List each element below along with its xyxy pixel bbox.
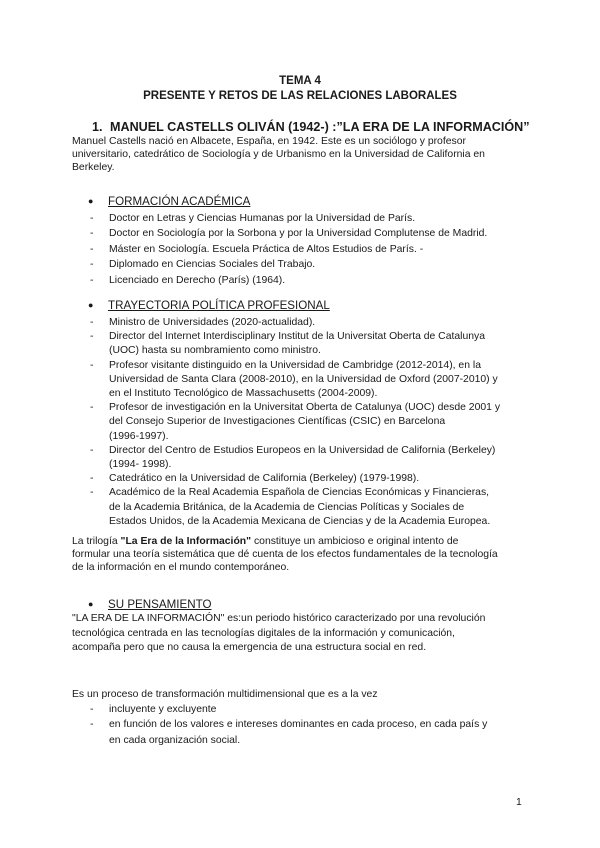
- list-item: - Profesor de investigación en la Universitat Oberta de Catalunya (UOC) desde 2001 y del Consejo Superior de Investigaciones Científicas (CSIC) en Barcelona (1996-1997).: [90, 402, 501, 442]
- bullet-icon: ●: [88, 599, 94, 609]
- topic-number: TEMA 4: [279, 75, 321, 87]
- list-item: - Licenciado en Derecho (París) (1964).: [90, 274, 286, 286]
- trayectoria-heading: [88, 298, 330, 313]
- trayectoria-list: [90, 316, 500, 529]
- list-item: - Ministro de Universidades (2020-actualidad).: [90, 317, 316, 328]
- trilogy-paragraph: [72, 535, 498, 575]
- list-item: - Director del Internet Interdisciplinary Institut de la Universitat Oberta de Catalunya (UOC) hasta su nombramiento como ministro.: [90, 331, 485, 357]
- trilogy-line: de la información en el mundo contemporáneo.: [72, 562, 290, 574]
- intro-line: universitario, catedrático de Sociología y de Urbanismo en la Universidad de California en: [72, 149, 485, 161]
- section-heading-text: MANUEL CASTELLS OLIVÁN (1942-) :”LA ERA DE LA INFORMACIÓN”: [110, 120, 530, 134]
- list-item: - Doctor en Letras y Ciencias Humanas por la Universidad de París.: [90, 213, 416, 224]
- formacion-heading: [88, 194, 250, 209]
- process-intro: Es un proceso de transformación multidimensional que es a la vez: [72, 689, 378, 700]
- list-item: - Director del Centro de Estudios Europeos en la Universidad de California (Berkeley) (1994- 1998).: [90, 444, 496, 471]
- intro-line: Berkeley.: [72, 162, 115, 174]
- list-item: - incluyente y excluyente: [90, 704, 217, 715]
- process-list: [90, 702, 487, 748]
- list-item: - Profesor visitante distinguido en la Universidad de Cambridge (2012-2014), en la Universidad de Santa Clara (2008-2010), en la Universidad de Oxford (2007-2010) y en el Instituto Tecnológico de Massachusetts (2004-2009).: [90, 359, 498, 400]
- formacion-list: [90, 211, 487, 288]
- trayectoria-label: TRAYECTORIA POLÍTICA PROFESIONAL: [108, 299, 330, 312]
- list-item: - Académico de la Real Academia Española de Ciencias Económicas y Financieras, de la Academia Británica, de la Academia de Ciencias Políticas y Sociales de Estados Unidos, de la Academia Mexicana de Ciencias y de la Academia Europea.: [90, 487, 491, 527]
- pensamiento-line: tecnológica centrada en las tecnologías digitales de la información y comunicación,: [72, 627, 455, 639]
- section-heading: [92, 121, 530, 134]
- intro-line: Manuel Castells nació en Albacete, España, en 1942. Este es un sociólogo y profesor: [72, 136, 466, 147]
- pensamiento-paragraph: [72, 612, 485, 656]
- page-number: 1: [516, 797, 522, 808]
- intro-paragraph: [72, 135, 485, 175]
- trilogy-line: La trilogía "La Era de la Información" constituye un ambicioso e original intento de: [72, 536, 459, 547]
- list-item: - Catedrático en la Universidad de California (Berkeley) (1979-1998).: [90, 473, 420, 485]
- list-item: - Máster en Sociología. Escuela Práctica de Altos Estudios de París. -: [90, 243, 424, 255]
- bullet-icon: ●: [88, 300, 94, 310]
- list-item: - Diplomado en Ciencias Sociales del Trabajo.: [90, 259, 316, 271]
- list-item: - Doctor en Sociología por la Sorbona y por la Universidad Complutense de Madrid.: [90, 228, 488, 240]
- list-item: - en función de los valores e intereses dominantes en cada proceso, en cada país y en cada organización social.: [90, 719, 488, 746]
- bullet-icon: ●: [88, 196, 94, 206]
- pensamiento-label: SU PENSAMIENTO: [108, 598, 212, 611]
- formacion-label: FORMACIÓN ACADÉMICA: [108, 195, 251, 208]
- trilogy-title: "La Era de la Información": [120, 536, 252, 547]
- section-number: 1.: [92, 120, 103, 134]
- page-title: PRESENTE Y RETOS DE LAS RELACIONES LABORALES: [143, 90, 457, 102]
- pensamiento-heading: [88, 597, 212, 612]
- pensamiento-line: acompaña pero que no causa la emergencia de una estructura social en red.: [72, 642, 427, 654]
- pensamiento-line: "LA ERA DE LA INFORMACIÓN" es:un periodo histórico caracterizado por una revolución: [72, 613, 486, 624]
- trilogy-line: formular una teoría sistemática que dé cuenta de los efectos fundamentales de la tecnología: [72, 549, 498, 561]
